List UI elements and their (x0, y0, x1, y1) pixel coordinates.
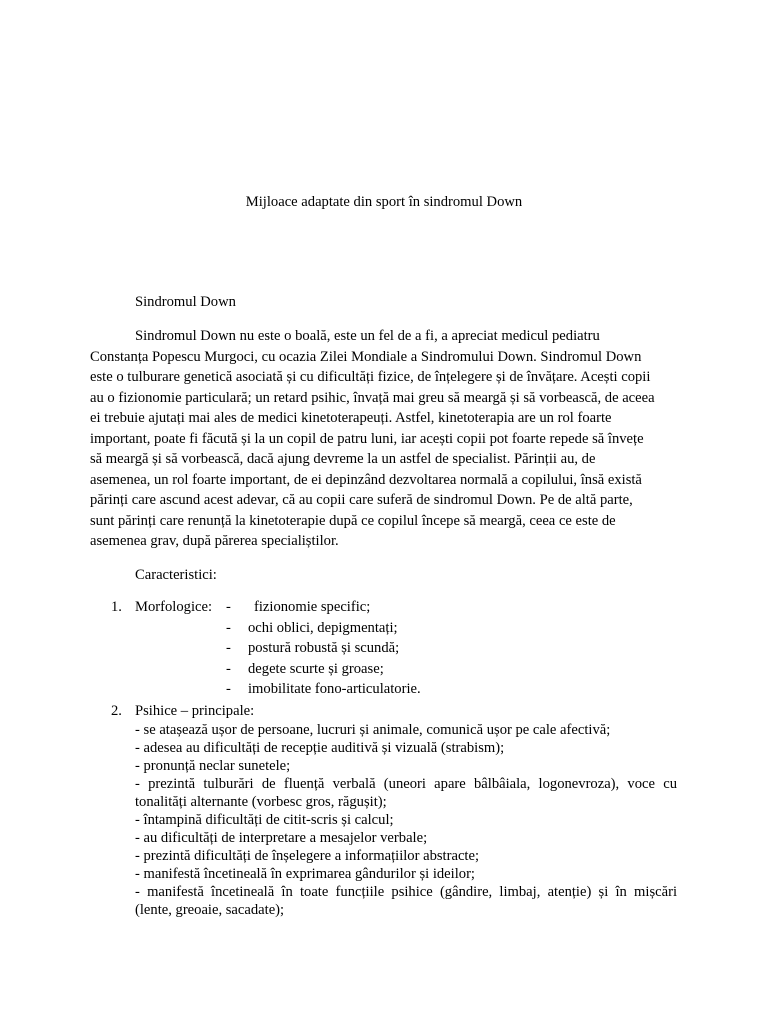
morphological-list (90, 597, 690, 700)
paragraph-line: important, poate fi făcută și la un copil de patru luni, iar acești copii pot foarte repede să învețe (90, 430, 644, 447)
trait-line: - manifestă încetineală în toate funcțiile psihice (gândire, limbaj, atenție) și în mișcări (135, 884, 677, 900)
trait-line: - adesea au dificultăți de recepție auditivă și vizuală (strabism); (135, 740, 505, 756)
list-item (90, 597, 690, 618)
list-number: 2. (111, 703, 122, 719)
trait-line: - prezintă tulburări de fluență verbală (uneori apare bâlbâiala, logonevroza), voce cu (135, 776, 677, 792)
psychic-list-header (90, 701, 690, 721)
document-title: Mijloace adaptate din sport în sindromul Down (245, 194, 523, 210)
trait-line: - prezintă dificultăți de înșelegere a informațiilor abstracte; (135, 848, 480, 864)
intro-paragraph (90, 326, 680, 552)
characteristics-label: Caracteristici: (135, 567, 217, 583)
trait-line: - pronunță neclar sunetele; (135, 758, 291, 774)
paragraph-line: ei trebuie ajutați mai ales de medici kinetoterapeuți. Astfel, kinetoterapia are un rol foarte (90, 410, 612, 426)
trait-line: (lente, greoaie, sacadate); (135, 902, 285, 918)
list-item (90, 701, 690, 721)
list-item-text: ochi oblici, depigmentați; (248, 619, 398, 636)
bullet-dash: - (226, 599, 231, 615)
trait-line: tonalități alternante (vorbesc gros, răgușit); (135, 794, 387, 810)
paragraph-line: Sindromul Down nu este o boală, este un fel de a fi, a apreciat medicul pediatru (135, 328, 600, 344)
category-label: Morfologice: (135, 599, 213, 615)
psychic-traits (135, 721, 677, 919)
list-number: 1. (111, 599, 122, 615)
trait-line: - au dificultăți de interpretare a mesajelor verbale; (135, 830, 428, 846)
bullet-dash: - (226, 660, 231, 677)
list-item-text: postură robustă și scundă; (248, 640, 400, 656)
list-item-text: fizionomie specific; (254, 599, 371, 615)
list-item (90, 638, 690, 659)
list-item (90, 659, 690, 680)
paragraph-line: au o fizionomie particulară; un retard psihic, învață mai greu să meargă și să vorbească, de aceea (90, 389, 655, 406)
paragraph-line: Constanța Popescu Murgoci, cu ocazia Zilei Mondiale a Sindromului Down. Sindromul Down (90, 348, 642, 365)
bullet-dash: - (226, 640, 231, 656)
paragraph-line: părinți care ascund acest adevar, că au copii care suferă de sindromul Down. Pe de altă parte, (90, 492, 633, 508)
section-heading: Sindromul Down (135, 294, 236, 310)
bullet-dash: - (226, 681, 231, 697)
list-item-text: degete scurte și groase; (248, 660, 384, 677)
bullet-dash: - (226, 619, 231, 636)
list-item (90, 618, 690, 639)
paragraph-line: este o tulburare genetică asociată și cu dificultăți fizice, de înțelegere și de învățare. Acești copii (90, 369, 651, 385)
trait-line: - se atașează ușor de persoane, lucruri și animale, comunică ușor pe cale afectivă; (135, 722, 611, 738)
paragraph-line: sunt părinți care renunță la kinetoterapie după ce copilul începe să meargă, ceea ce este de (90, 512, 616, 529)
paragraph-line: să meargă și să vorbească, dacă ajung devreme la un astfel de specialist. Părinții au, de (90, 451, 596, 467)
category-label: Psihice – principale: (135, 703, 255, 719)
paragraph-line: asemenea, un rol foarte important, de ei depinzând dezvoltarea normală a copilului, însă există (90, 471, 642, 488)
list-item (90, 679, 690, 700)
list-item-text: imobilitate fono-articulatorie. (248, 681, 421, 697)
trait-line: - întampină dificultăți de citit-scris și calcul; (135, 812, 394, 828)
trait-line: - manifestă încetineală în exprimarea gândurilor și ideilor; (135, 866, 475, 882)
paragraph-line: asemenea grav, după părerea specialiștilor. (90, 533, 339, 549)
